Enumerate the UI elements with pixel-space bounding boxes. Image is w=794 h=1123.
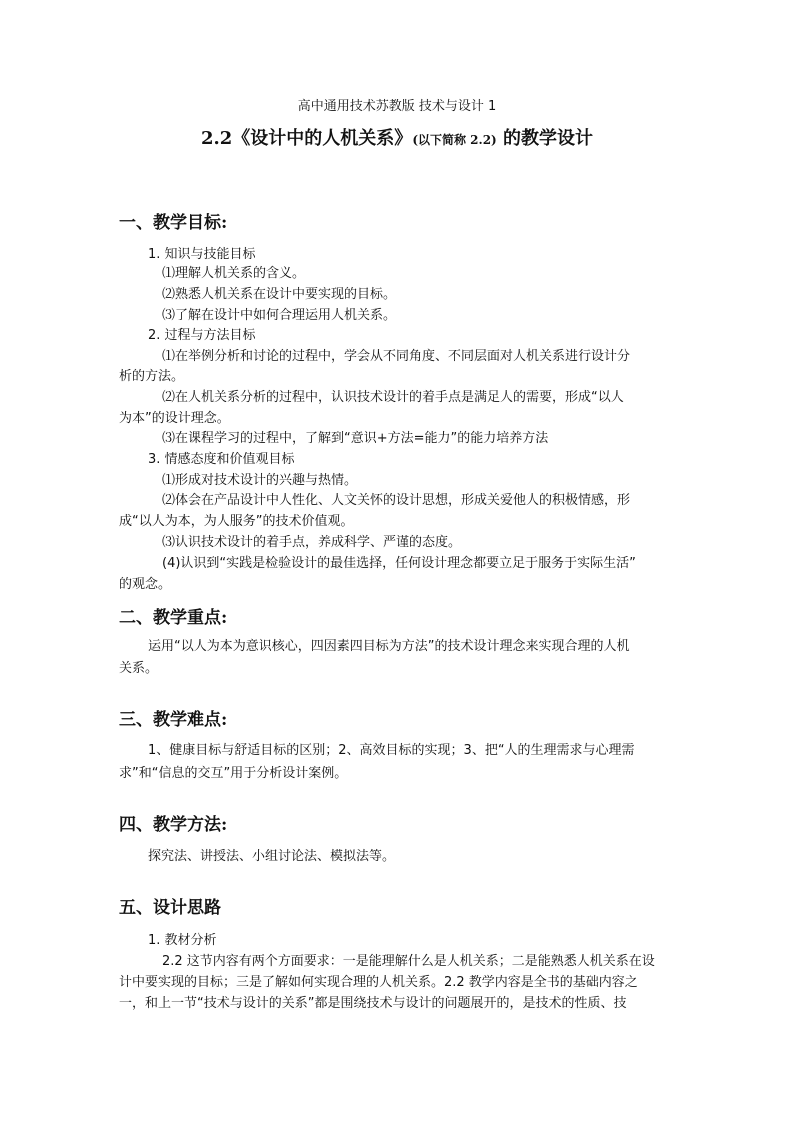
list-item: ⑴形成对技术设计的兴趣与热情。 <box>162 473 358 488</box>
title-main: 2.2《设计中的人机关系》 <box>200 128 413 149</box>
section-heading-difficulties: 三、教学难点: <box>119 710 228 730</box>
section-heading-goals: 一、教学目标: <box>119 213 228 233</box>
list-item: ⑴理解人机关系的含义。 <box>162 266 306 281</box>
paragraph-line: 运用“以人为本为意识核心，四因素四目标为方法”的技术设计理念来实现合理的人机 <box>148 639 630 654</box>
paragraph-line: 一，和上一节“技术与设计的关系”都是围绕技术与设计的问题展开的，是技术的性质、技 <box>119 996 627 1011</box>
paragraph-line: (4)认识到“实践是检验设计的最佳选择，任何设计理念都要立足于服务于实际生活” <box>162 556 636 571</box>
paragraph-line: 2.2 这节内容有两个方面要求：一是能理解什么是人机关系；二是能熟悉人机关系在设 <box>162 954 655 969</box>
title-note: (以下简称 2.2) <box>412 133 497 147</box>
document-subtitle: 高中通用技术苏教版 技术与设计 1 <box>297 99 497 114</box>
paragraph-line: 析的方法。 <box>119 369 185 384</box>
section-heading-methods: 四、教学方法: <box>119 815 228 835</box>
list-item: ⑶了解在设计中如何合理运用人机关系。 <box>162 308 397 323</box>
paragraph-line: 计中要实现的目标；三是了解如何实现合理的人机关系。2.2 教学内容是全书的基础内容之 <box>119 975 638 990</box>
paragraph-line: ⑵在人机关系分析的过程中，认识技术设计的着手点是满足人的需要，形成“以人 <box>162 390 624 405</box>
list-item: ⑶认识技术设计的着手点，养成科学、严谨的态度。 <box>162 535 462 550</box>
paragraph-line: 1、健康目标与舒适目标的区别；2、高效目标的实现；3、把“人的生理需求与心理需 <box>148 743 635 758</box>
list-item: 1. 知识与技能目标 <box>148 247 256 262</box>
section-heading-design-ideas: 五、设计思路 <box>119 898 221 918</box>
list-item: ⑵熟悉人机关系在设计中要实现的目标。 <box>162 287 397 302</box>
list-item: 3. 情感态度和价值观目标 <box>148 452 295 467</box>
section-heading-key-points: 二、教学重点: <box>119 608 228 628</box>
paragraph-line: 求”和“信息的交互”用于分析设计案例。 <box>119 766 348 781</box>
document-title <box>0 128 794 151</box>
paragraph-line: 的观念。 <box>119 577 172 592</box>
paragraph-line: ⑶在课程学习的过程中，了解到“意识+方法=能力”的能力培养方法 <box>162 431 549 446</box>
paragraph-line: ⑴在举例分析和讨论的过程中，学会从不同角度、不同层面对人机关系进行设计分 <box>162 349 631 364</box>
paragraph-line: 成“以人为本，为人服务”的技术价值观。 <box>119 514 354 529</box>
list-item: 2. 过程与方法目标 <box>148 328 256 343</box>
paragraph-line: 探究法、讲授法、小组讨论法、模拟法等。 <box>148 849 396 864</box>
paragraph-line: ⑵体会在产品设计中人性化、人文关怀的设计思想，形成关爱他人的积极情感，形 <box>162 493 631 508</box>
list-item: 1. 教材分析 <box>148 933 217 948</box>
title-end: 的教学设计 <box>496 128 594 149</box>
paragraph-line: 为本”的设计理念。 <box>119 411 230 426</box>
paragraph-line: 关系。 <box>119 661 159 676</box>
